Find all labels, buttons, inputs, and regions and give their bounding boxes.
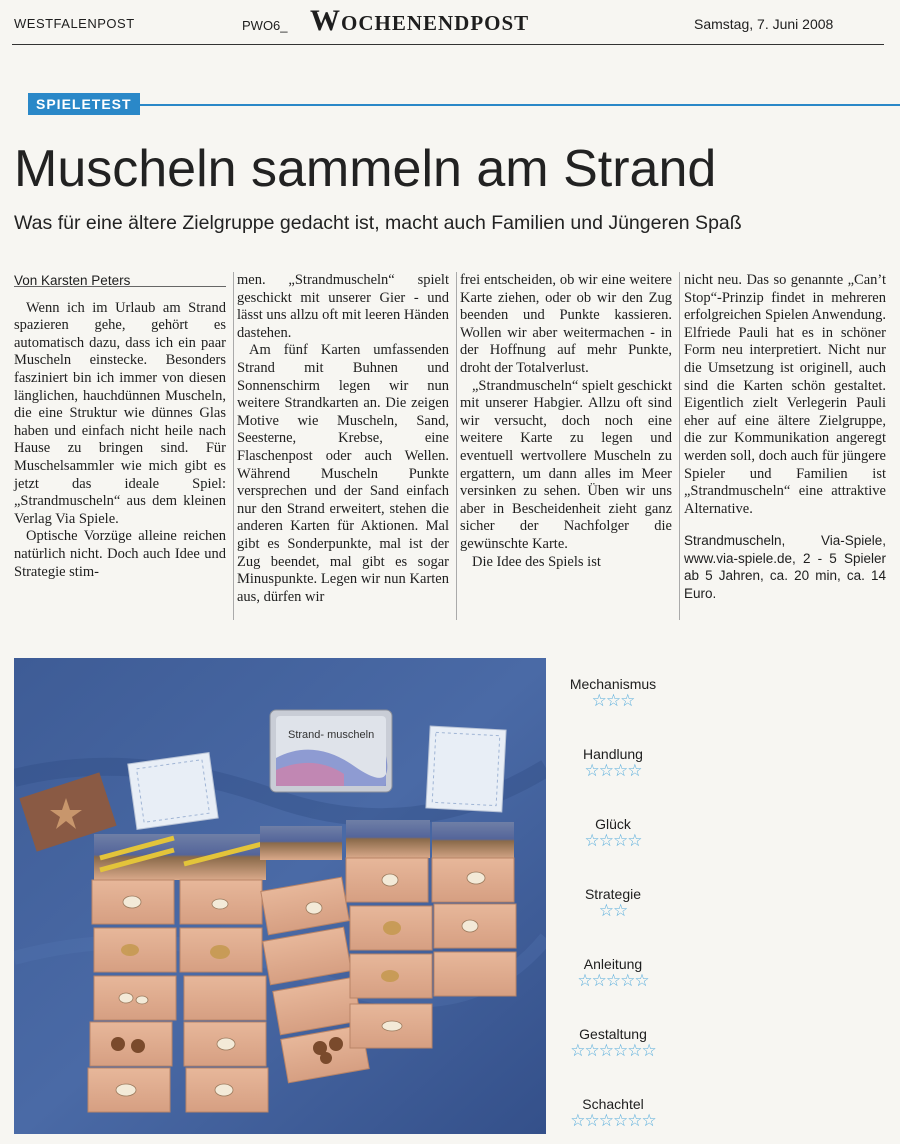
rating-mechanismus — [548, 676, 678, 710]
rating-label: Mechanismus — [569, 676, 657, 692]
paragraph: Die Idee des Spiels ist — [472, 553, 601, 570]
rating-label: Strategie — [584, 886, 642, 902]
star-rating-icon: ☆☆☆☆☆ — [577, 971, 649, 990]
rating-schachtel — [548, 1096, 678, 1130]
paragraph: Am fünf Karten umfassenden Strand mit Buhnen und Sonnenschirm legen wir nun weitere Strandkarten an. Die zeigen Motive wie Muscheln, Sand, Seesterne, Krebse, eine Flaschenpost oder auch Wellen. Während Muscheln Punkte versprechen und der Sand einfach nur den Strand erweitert, stehen die anderen Karten für Aktionen. Mal gibt es Sonderpunkte, mal ist der Zug beendet, mal gibt es sogar Minuspunkte. Legen wir nun Karten aus, dürfen wir — [237, 342, 449, 605]
paragraph: Optische Vorzüge alleine reichen natürlich nicht. Doch auch Idee und Strategie stim- — [14, 528, 226, 580]
rating-label: Anleitung — [583, 956, 643, 972]
game-info: Strandmuscheln, Via-Spiele, www.via-spiele.de, 2 - 5 Spieler ab 5 Jahren, ca. 20 min, ca. 14 Euro. — [684, 533, 886, 601]
section-rule — [28, 104, 900, 106]
rating-label: Schachtel — [582, 1096, 644, 1112]
star-rating-icon: ☆☆☆ — [591, 691, 635, 710]
column-rule — [456, 272, 457, 620]
byline-rule — [14, 286, 226, 287]
newspaper-name: WESTFALENPOST — [14, 16, 135, 31]
star-rating-icon: ☆☆☆☆☆☆ — [570, 1041, 656, 1060]
paragraph: frei entscheiden, ob wir eine weitere Karte ziehen, oder ob wir den Zug beenden und Punkte kassieren. Wollen wir aber weitermachen - in der Hoffnung auf mehr Punkte, droht der Totalverlust. — [460, 272, 672, 376]
star-rating-icon: ☆☆ — [598, 901, 628, 920]
game-photo — [14, 658, 546, 1134]
game-box — [270, 710, 392, 792]
rating-handlung — [548, 746, 678, 780]
article-column-2 — [237, 272, 449, 606]
article-column-4 — [684, 272, 886, 602]
rating-strategie — [548, 886, 678, 920]
star-rating-icon: ☆☆☆☆☆☆ — [570, 1111, 656, 1130]
score-pad-right — [426, 726, 506, 812]
star-rating-icon: ☆☆☆☆ — [584, 831, 642, 850]
headline: Muscheln sammeln am Strand — [14, 140, 717, 198]
rating-glueck — [548, 816, 678, 850]
game-photo-illustration — [14, 658, 546, 1134]
header-rule — [12, 44, 884, 45]
box-label: Strand- muscheln — [288, 729, 375, 741]
rating-label: Handlung — [583, 746, 643, 762]
rating-anleitung — [548, 956, 678, 990]
subheadline: Was für eine ältere Zielgruppe gedacht ist, macht auch Familien und Jüngeren Spaß — [14, 212, 742, 234]
paragraph: „Strandmuscheln“ spielt geschickt mit unserer Habgier. Allzu oft sind wir versucht, doch noch eine weitere Karte zu legen und eventuell wertvollere Muscheln zu ergattern, um dann alles im Meer versinken zu sehen. Üben wir uns aber in Bescheidenheit zieht ganz sicher der Nachfolger die gewünschte Karte. — [460, 377, 672, 552]
issue-date: Samstag, 7. Juni 2008 — [694, 16, 834, 32]
article-column-1 — [14, 272, 226, 581]
column-rule — [233, 272, 234, 620]
star-rating-icon: ☆☆☆☆ — [584, 761, 642, 780]
page-code: PWO6_ — [242, 18, 288, 33]
paragraph: men. „Strandmuscheln“ spielt geschickt mit unserer Gier - und lässt uns allzu oft mit leeren Händen dastehen. — [237, 272, 449, 341]
column-rule — [679, 272, 680, 620]
rating-label: Glück — [595, 816, 631, 832]
rating-label: Gestaltung — [579, 1026, 647, 1042]
score-pad-left — [128, 753, 218, 830]
paragraph: nicht neu. Das so genannte „Can’t Stop“-Prinzip findet in mehreren erfolgreichen Spielen Anwendung. Elfriede Pauli hat es in schöner Form neu interpretiert. Nicht nur die Umsetzung ist originell, auch sind die Karten schön gestaltet. Eigentlich zielt Verlegerin Pauli eher auf eine ältere Zielgruppe, die zur Kommunikation angeregt werden soll, doch auch für jüngere Spieler und Familien ist „Strandmuscheln“ eine attraktive Alternative. — [684, 272, 886, 517]
supplement-title: Wochenendpost — [310, 4, 530, 37]
page-header — [0, 0, 900, 48]
rating-gestaltung — [548, 1026, 678, 1060]
paragraph: Wenn ich im Urlaub am Strand spazieren gehe, gehört es automatisch dazu, dass ich ein paar Muscheln einstecke. Besonders fasziniert bin ich immer von diesen länglichen, hauchdünnen Muscheln, die eine Struktur wie dünnes Glas haben und einfach nicht heile nach Hause zu bringen sind. Für Muschelsammler wie mich gibt es jetzt das ideale Spiel: „Strandmuscheln“ aus dem kleinen Verlag Via Spiele. — [14, 299, 226, 527]
article-column-3 — [460, 272, 672, 571]
section-tag: SPIELETEST — [28, 93, 140, 115]
byline: Von Karsten Peters — [14, 273, 131, 288]
